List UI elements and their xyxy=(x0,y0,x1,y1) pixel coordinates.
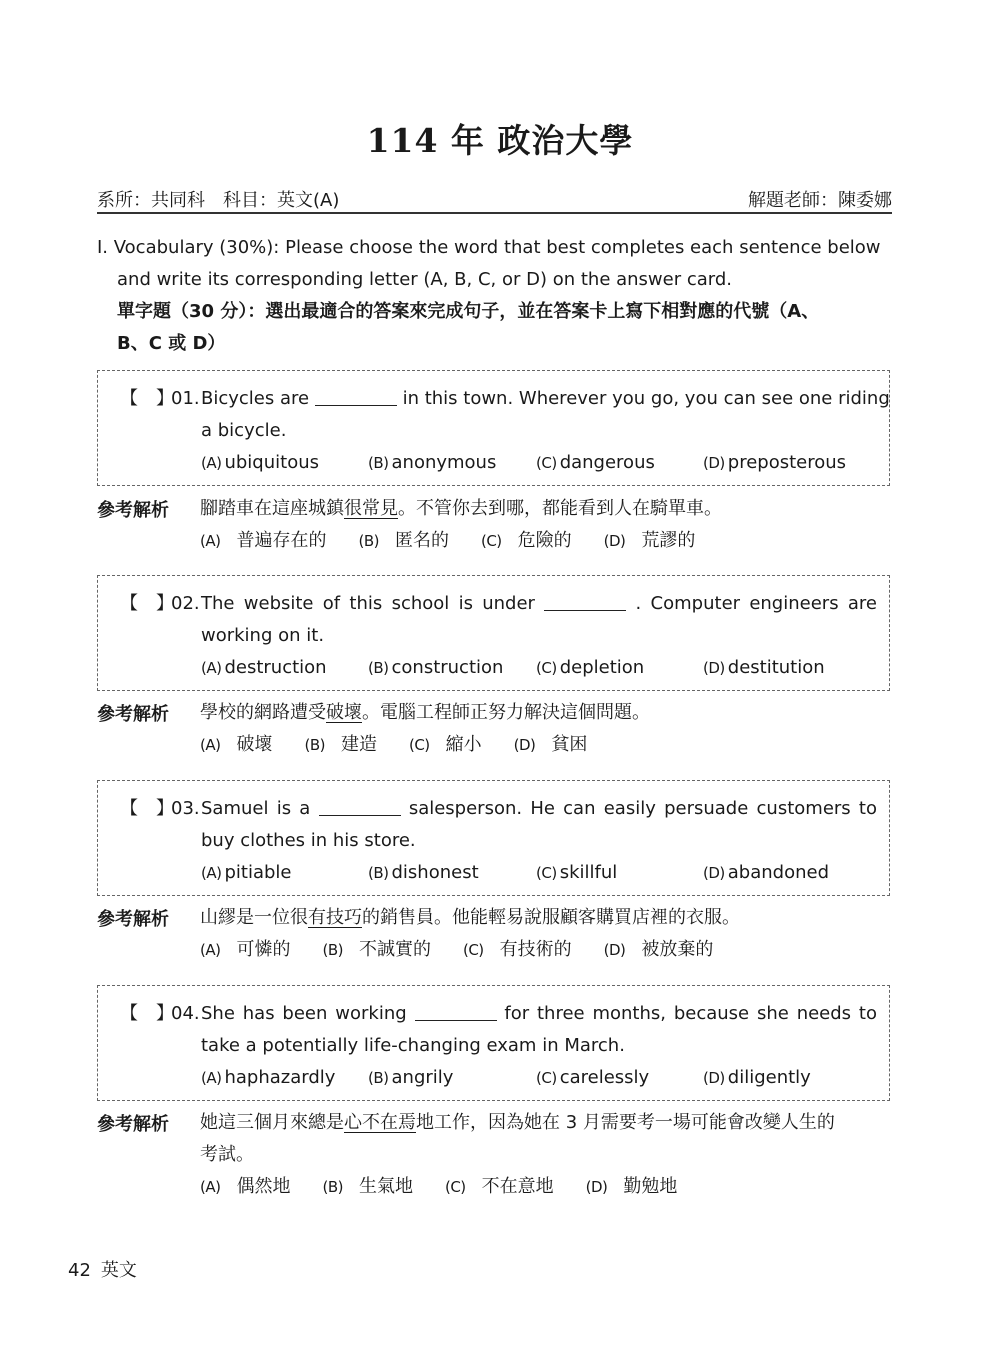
answer-bracket[interactable]: 【 】 xyxy=(120,388,174,409)
question-number: 04. xyxy=(171,1003,200,1024)
translation-c: (C) 危險的 xyxy=(480,530,572,551)
question-text xyxy=(201,998,877,1030)
question-text-after: for three months, because she needs to xyxy=(504,1003,877,1024)
footer-subject: 英文 xyxy=(100,1260,137,1281)
instruction-zh-1: 單字題（30 分）：選出最適合的答案來完成句子，並在答案卡上寫下相對應的代號（A、 xyxy=(117,301,820,322)
question-text-before: Samuel is a xyxy=(201,798,311,819)
answer-blank xyxy=(315,385,397,406)
page-footer xyxy=(68,1256,137,1282)
instruction-en-2: and write its corresponding letter (A, B, C, or D) on the answer card. xyxy=(117,269,733,290)
explanation-label: 參考解析 xyxy=(97,909,169,930)
instruction-en-1: I. Vocabulary (30%): Please choose the word that best completes each sentence below xyxy=(97,237,881,258)
translation-a: (A) 普遍存在的 xyxy=(200,530,327,551)
explanation-label: 參考解析 xyxy=(97,500,169,521)
translation-b: (B) 不誠實的 xyxy=(322,939,431,960)
key-phrase: 很常見 xyxy=(344,498,398,519)
option-d[interactable]: (D) preposterous xyxy=(703,452,847,473)
translation-a: (A) 破壞 xyxy=(200,734,273,755)
teacher: 解題老師：陳委娜 xyxy=(748,190,892,211)
department: 系所：共同科 xyxy=(97,190,205,211)
translation-a: (A) 偶然地 xyxy=(200,1176,291,1197)
question-card xyxy=(97,780,890,896)
question-card xyxy=(97,985,890,1101)
option-c[interactable]: (C) depletion xyxy=(536,657,645,678)
choice-translations xyxy=(200,1171,709,1203)
translation-d: (D) 被放棄的 xyxy=(603,939,714,960)
explanation-label: 參考解析 xyxy=(97,1114,169,1135)
question-text-before: She has been working xyxy=(201,1003,407,1024)
translation-a: (A) 可憐的 xyxy=(200,939,291,960)
question-text-after: . Computer engineers are xyxy=(635,593,877,614)
option-d[interactable]: (D) destitution xyxy=(703,657,825,678)
question-text-after: salesperson. He can easily persuade customers to xyxy=(408,798,877,819)
question-text-before: Bicycles are xyxy=(201,388,310,409)
choice-translations xyxy=(200,729,619,761)
question-text-before: The website of this school is under xyxy=(201,593,535,614)
option-a[interactable]: (A) haphazardly xyxy=(201,1067,336,1088)
option-c[interactable]: (C) skillful xyxy=(536,862,618,883)
translation-b: (B) 建造 xyxy=(304,734,377,755)
explanation-label: 參考解析 xyxy=(97,704,169,725)
answer-bracket[interactable]: 【 】 xyxy=(120,1003,174,1024)
option-b[interactable]: (B) angrily xyxy=(368,1067,454,1088)
question-number: 02. xyxy=(171,593,200,614)
option-b[interactable]: (B) dishonest xyxy=(368,862,479,883)
answer-bracket[interactable]: 【 】 xyxy=(120,593,174,614)
instruction-zh-2: B、C 或 D） xyxy=(117,333,226,354)
question-text-after: in this town. Wherever you go, you can see one riding xyxy=(402,388,890,409)
question-text xyxy=(201,383,890,415)
subject: 科目：英文(A) xyxy=(223,190,340,211)
option-c[interactable]: (C) carelessly xyxy=(536,1067,650,1088)
option-a[interactable]: (A) destruction xyxy=(201,657,327,678)
key-phrase: 有技巧 xyxy=(308,907,362,928)
answer-blank xyxy=(544,590,626,611)
question-text-line2: working on it. xyxy=(201,625,325,646)
translation-d: (D) 荒謬的 xyxy=(603,530,696,551)
section-instructions xyxy=(97,232,892,360)
question-card xyxy=(97,370,890,486)
key-phrase: 心不在焉 xyxy=(344,1112,416,1133)
translation-d: (D) 貧困 xyxy=(513,734,588,755)
answer-blank xyxy=(319,795,401,816)
option-a[interactable]: (A) ubiquitous xyxy=(201,452,319,473)
choice-translations xyxy=(200,934,745,966)
question-card xyxy=(97,575,890,691)
option-b[interactable]: (B) anonymous xyxy=(368,452,497,473)
question-number: 01. xyxy=(171,388,200,409)
question-text-line2: take a potentially life-changing exam in March. xyxy=(201,1035,625,1056)
translation-c: (C) 縮小 xyxy=(408,734,482,755)
translation-b: (B) 生氣地 xyxy=(322,1176,413,1197)
question-text-line2: a bicycle. xyxy=(201,420,287,441)
answer-blank xyxy=(415,1000,497,1021)
key-phrase: 破壞 xyxy=(326,702,362,723)
translation-b: (B) 匿名的 xyxy=(358,530,449,551)
explanation-text-line2: 考試。 xyxy=(200,1144,254,1165)
question-text xyxy=(201,793,877,825)
page-title: 114 年 政治大學 xyxy=(366,121,634,160)
option-b[interactable]: (B) construction xyxy=(368,657,504,678)
question-text-line2: buy clothes in his store. xyxy=(201,830,416,851)
question-number: 03. xyxy=(171,798,200,819)
explanation-text: 她這三個月來總是心不在焉地工作，因為她在 3 月需要考一場可能會改變人生的 xyxy=(200,1112,835,1133)
explanation-text: 山繆是一位很有技巧的銷售員。他能輕易說服顧客購買店裡的衣服。 xyxy=(200,907,740,928)
explanation-text: 學校的網路遭受破壞。電腦工程師正努力解決這個問題。 xyxy=(200,702,650,723)
translation-d: (D) 勤勉地 xyxy=(585,1176,678,1197)
option-d[interactable]: (D) abandoned xyxy=(703,862,830,883)
exam-meta xyxy=(97,184,892,214)
explanation-text: 腳踏車在這座城鎮很常見。不管你去到哪，都能看到人在騎單車。 xyxy=(200,498,722,519)
option-d[interactable]: (D) diligently xyxy=(703,1067,811,1088)
answer-bracket[interactable]: 【 】 xyxy=(120,798,174,819)
option-c[interactable]: (C) dangerous xyxy=(536,452,655,473)
option-a[interactable]: (A) pitiable xyxy=(201,862,292,883)
translation-c: (C) 有技術的 xyxy=(462,939,572,960)
page-number: 42 xyxy=(68,1260,91,1281)
choice-translations xyxy=(200,525,727,557)
translation-c: (C) 不在意地 xyxy=(444,1176,554,1197)
question-text xyxy=(201,588,877,620)
